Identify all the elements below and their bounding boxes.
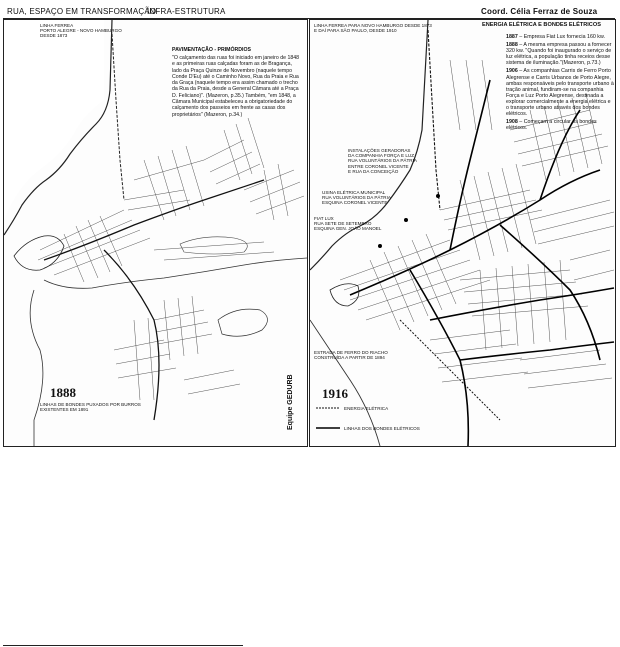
riacho-railway-label: ESTRADA DE FERRO DO RIACHO CONSTRUÍDA A PARTIR DE 1894 xyxy=(314,350,388,361)
timeline-entry xyxy=(506,68,614,117)
fiat-lux-label: FIAT LUX RUA SETE DE SETEMBRO ESQUINA GEN. JOÃO MANOEL xyxy=(314,216,382,232)
timeline-year: 1888 xyxy=(506,42,518,49)
timeline-entry xyxy=(506,119,614,131)
header-right-title: Coord. Célia Ferraz de Souza xyxy=(481,7,598,16)
map-panel-1888 xyxy=(3,19,308,447)
tram-label-1888: LINHAS DE BONDES PUXADOS POR BURROS EXISTENTES EM 1891 xyxy=(40,402,141,413)
timeline-entry xyxy=(506,42,614,66)
map-panel-1916 xyxy=(309,19,616,447)
paving-heading: PAVIMENTAÇÃO - PRIMÓRDIOS xyxy=(172,47,251,53)
energy-heading: ENERGIA ELÉTRICA E BONDES ELÉTRICOS xyxy=(482,22,601,28)
header-bar xyxy=(3,6,615,19)
plant-label: USINA ELÉTRICA MUNICIPAL RUA VOLUNTÁRIOS DA PÁTRIA ESQUINA CORONEL VICENTE xyxy=(322,190,391,206)
year-label-1916: 1916 xyxy=(322,386,348,401)
map-sheet xyxy=(3,6,615,446)
timeline-text: – A mesma empresa passou a fornecer 320 kw. "Quando foi inaugurado o serviço de luz elétrica, a população tinha receios desse sistema de iluminação."(Mazeron, p.73.) xyxy=(506,42,612,67)
timeline-text: – As companhias Carris de Ferro Porto Alegrense e Carris Urbanos de Porto Alegre, ambas responsáveis pelo transporte urbano à tração animal, fundiram-se na companhia Força e Luz Porto Alegrense, destinada a explorar comercialmente a energia elétrica e o transporte urbano através dos bondes elétricos. xyxy=(506,68,614,118)
team-credit: Equipe GEDURB xyxy=(287,374,294,430)
header-center-title: INFRA-ESTRUTURA xyxy=(147,7,226,16)
paving-text: "O calçamento das ruas foi iniciado em janeiro de 1848 e as primeiras ruas calçadas foram as de Bragança, lado da Praça Quinze de Novembro (naquele tempo Conde D'Eu) até o Caminho Novo, Rua da Praia e Rua da Graça (naquele tempo era assim chamado o trecho da Rua da Praia, desde a General Câmara até a Praça D. Feliciano)". (Mazeron, p.35.) Também, "em 1848, a Câmara Municipal estabeleceu a obrigatoriedade do calçamento dos passeios em frente as casas dos proprietários" (Mazeron, p.34.) xyxy=(172,55,299,118)
timeline-year: 1906 xyxy=(506,68,518,75)
timeline-year: 1887 xyxy=(506,34,518,40)
year-label-1888: 1888 xyxy=(50,385,76,400)
timeline-entry xyxy=(506,34,614,40)
installations-label: INSTALAÇÕES GERADORAS DA COMPANHIA FORÇA E LUZ RUA VOLUNTÁRIOS DA PÁTRIA ENTRE CORONEL VICENTE E RUA DA CONCEIÇÃO xyxy=(348,148,417,174)
rail-label-1916: LINHA FERREA PARA NOVO HAMBURGO DESDE 1873 E DAÍ PARA SÃO PAULO, DESDE 1910 xyxy=(314,23,432,34)
energy-legend: ENERGIA ELÉTRICA xyxy=(344,406,389,411)
timeline-year: 1908 xyxy=(506,119,518,126)
energy-timeline xyxy=(506,34,614,131)
timeline-text: – Começam a circular os bondes elétricos. xyxy=(506,119,597,132)
tram-legend: LINHAS DOS BONDES ELÉTRICOS xyxy=(344,426,420,431)
rail-label-1888: LINHA FERREA PORTO ALEGRE - NOVO HAMBURGO DESDE 1873 xyxy=(40,23,122,39)
timeline-text: – Empresa Fiat Lux fornecia 160 kw. xyxy=(519,34,605,40)
header-left-title: RUA, ESPAÇO EM TRANSFORMAÇÃO xyxy=(7,7,157,16)
footnote-rule xyxy=(3,645,243,646)
